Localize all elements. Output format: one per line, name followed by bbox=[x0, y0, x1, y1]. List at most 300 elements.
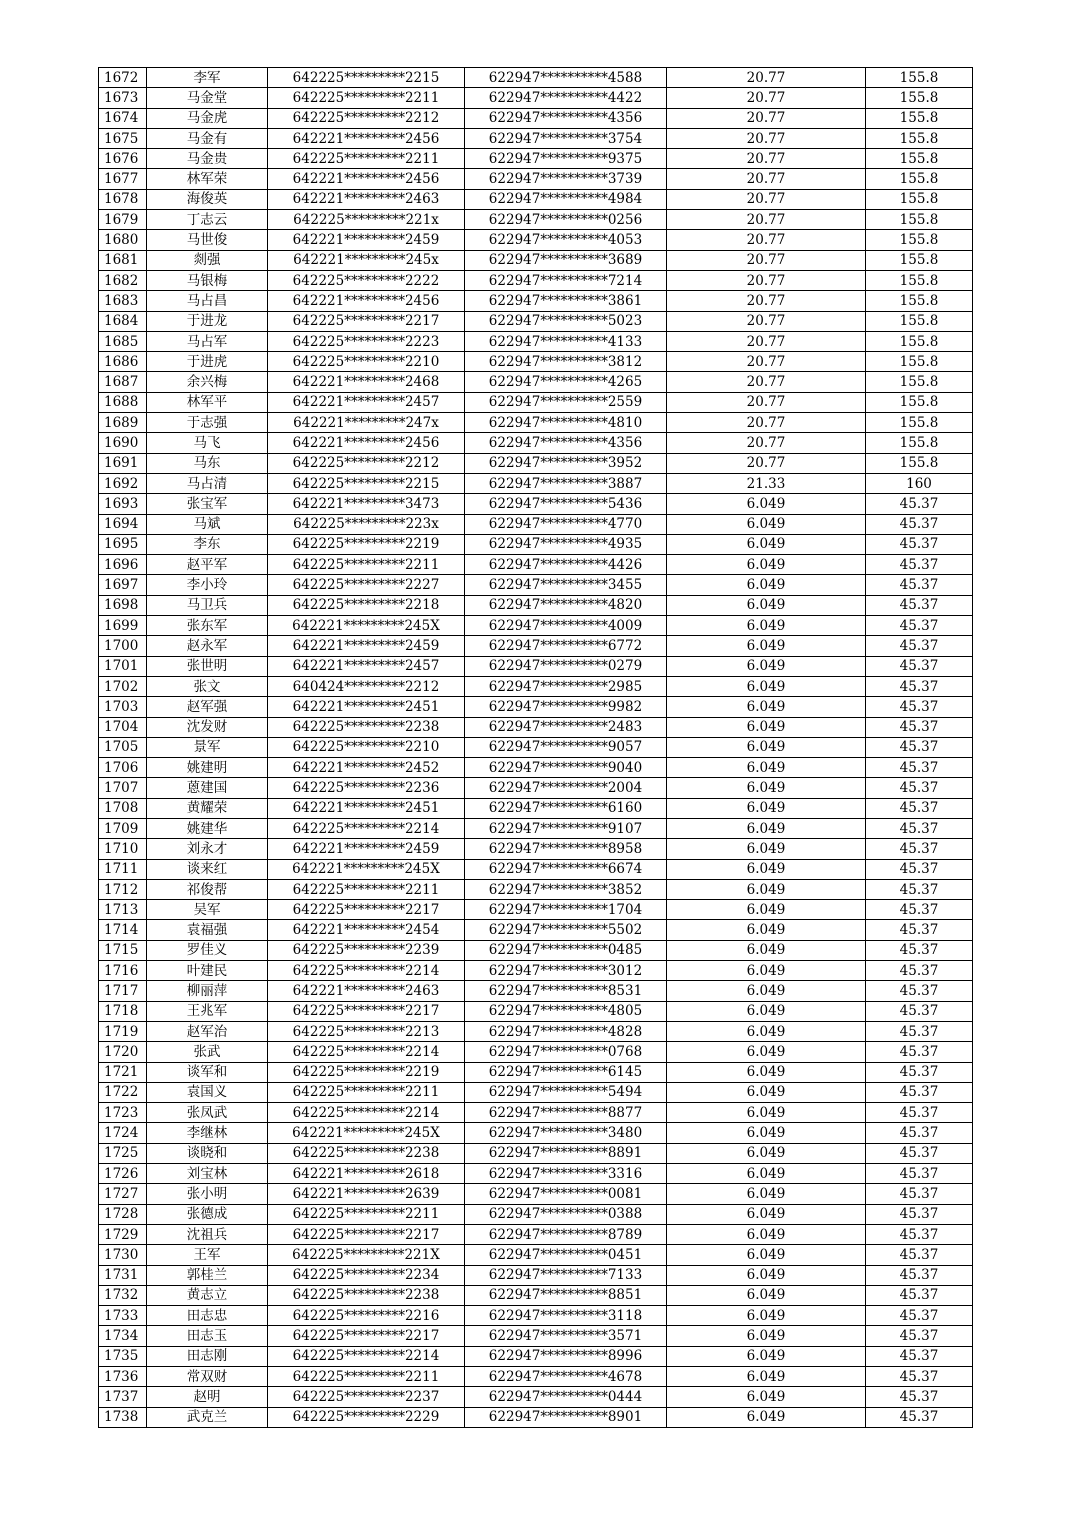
bank-card-number: 622947**********3739 bbox=[465, 169, 667, 189]
bank-card-number: 622947**********3754 bbox=[465, 128, 667, 148]
id-number: 642225*********2229 bbox=[268, 1407, 465, 1427]
bank-card-number: 622947**********9057 bbox=[465, 737, 667, 757]
row-number: 1726 bbox=[99, 1164, 147, 1184]
area-value: 6.049 bbox=[667, 1387, 866, 1407]
table-row bbox=[99, 1021, 973, 1041]
bank-card-number: 622947**********4935 bbox=[465, 534, 667, 554]
area-value: 6.049 bbox=[667, 818, 866, 838]
person-name: 田志刚 bbox=[147, 1346, 268, 1366]
row-number: 1709 bbox=[99, 818, 147, 838]
row-number: 1704 bbox=[99, 717, 147, 737]
area-value: 6.049 bbox=[667, 1123, 866, 1143]
row-number: 1681 bbox=[99, 250, 147, 270]
bank-card-number: 622947**********3012 bbox=[465, 961, 667, 981]
row-number: 1684 bbox=[99, 311, 147, 331]
table-row bbox=[99, 453, 973, 473]
bank-card-number: 622947**********3887 bbox=[465, 473, 667, 493]
table-row bbox=[99, 1326, 973, 1346]
area-value: 20.77 bbox=[667, 88, 866, 108]
bank-card-number: 622947**********5023 bbox=[465, 311, 667, 331]
table-row bbox=[99, 250, 973, 270]
table-row bbox=[99, 656, 973, 676]
id-number: 642225*********2214 bbox=[268, 961, 465, 981]
area-value: 20.77 bbox=[667, 108, 866, 128]
amount-value: 45.37 bbox=[866, 616, 973, 636]
area-value: 6.049 bbox=[667, 1001, 866, 1021]
area-value: 20.77 bbox=[667, 372, 866, 392]
row-number: 1736 bbox=[99, 1367, 147, 1387]
id-number: 642225*********223x bbox=[268, 514, 465, 534]
person-name: 刘永才 bbox=[147, 839, 268, 859]
row-number: 1679 bbox=[99, 210, 147, 230]
amount-value: 45.37 bbox=[866, 534, 973, 554]
id-number: 642221*********2463 bbox=[268, 981, 465, 1001]
amount-value: 45.37 bbox=[866, 575, 973, 595]
person-name: 谈军和 bbox=[147, 1062, 268, 1082]
bank-card-number: 622947**********0451 bbox=[465, 1245, 667, 1265]
person-name: 黄耀荣 bbox=[147, 798, 268, 818]
table-row bbox=[99, 372, 973, 392]
amount-value: 45.37 bbox=[866, 1285, 973, 1305]
area-value: 6.049 bbox=[667, 961, 866, 981]
id-number: 642225*********2217 bbox=[268, 1001, 465, 1021]
table-row bbox=[99, 940, 973, 960]
amount-value: 45.37 bbox=[866, 778, 973, 798]
bank-card-number: 622947**********4356 bbox=[465, 108, 667, 128]
area-value: 20.77 bbox=[667, 413, 866, 433]
row-number: 1674 bbox=[99, 108, 147, 128]
person-name: 常双财 bbox=[147, 1367, 268, 1387]
table-row bbox=[99, 981, 973, 1001]
id-number: 642225*********2227 bbox=[268, 575, 465, 595]
row-number: 1676 bbox=[99, 149, 147, 169]
bank-card-number: 622947**********1704 bbox=[465, 900, 667, 920]
person-name: 吴军 bbox=[147, 900, 268, 920]
id-number: 640424*********2212 bbox=[268, 676, 465, 696]
bank-card-number: 622947**********8851 bbox=[465, 1285, 667, 1305]
id-number: 642225*********2211 bbox=[268, 1367, 465, 1387]
person-name: 李小玲 bbox=[147, 575, 268, 595]
id-number: 642225*********2216 bbox=[268, 1306, 465, 1326]
amount-value: 45.37 bbox=[866, 839, 973, 859]
id-number: 642221*********2456 bbox=[268, 128, 465, 148]
amount-value: 45.37 bbox=[866, 961, 973, 981]
person-name: 马银梅 bbox=[147, 270, 268, 290]
amount-value: 45.37 bbox=[866, 758, 973, 778]
row-number: 1693 bbox=[99, 494, 147, 514]
row-number: 1708 bbox=[99, 798, 147, 818]
row-number: 1682 bbox=[99, 270, 147, 290]
row-number: 1725 bbox=[99, 1143, 147, 1163]
table-row bbox=[99, 1367, 973, 1387]
person-name: 马金虎 bbox=[147, 108, 268, 128]
table-row bbox=[99, 676, 973, 696]
id-number: 642225*********2211 bbox=[268, 149, 465, 169]
person-name: 李东 bbox=[147, 534, 268, 554]
row-number: 1711 bbox=[99, 859, 147, 879]
id-number: 642221*********2459 bbox=[268, 230, 465, 250]
row-number: 1701 bbox=[99, 656, 147, 676]
area-value: 6.049 bbox=[667, 697, 866, 717]
id-number: 642225*********2214 bbox=[268, 1103, 465, 1123]
row-number: 1717 bbox=[99, 981, 147, 1001]
row-number: 1737 bbox=[99, 1387, 147, 1407]
row-number: 1689 bbox=[99, 413, 147, 433]
person-name: 蒽建国 bbox=[147, 778, 268, 798]
amount-value: 155.8 bbox=[866, 311, 973, 331]
id-number: 642221*********2452 bbox=[268, 758, 465, 778]
id-number: 642225*********2238 bbox=[268, 1143, 465, 1163]
id-number: 642225*********2219 bbox=[268, 1062, 465, 1082]
table-row bbox=[99, 392, 973, 412]
table-row bbox=[99, 859, 973, 879]
person-name: 叶建民 bbox=[147, 961, 268, 981]
amount-value: 45.37 bbox=[866, 555, 973, 575]
amount-value: 45.37 bbox=[866, 1164, 973, 1184]
person-name: 祁俊帮 bbox=[147, 879, 268, 899]
area-value: 6.049 bbox=[667, 1407, 866, 1427]
amount-value: 155.8 bbox=[866, 270, 973, 290]
person-name: 沈发财 bbox=[147, 717, 268, 737]
bank-card-number: 622947**********5436 bbox=[465, 494, 667, 514]
bank-card-number: 622947**********4678 bbox=[465, 1367, 667, 1387]
id-number: 642225*********2237 bbox=[268, 1387, 465, 1407]
person-name: 马东 bbox=[147, 453, 268, 473]
table-row bbox=[99, 311, 973, 331]
table-row bbox=[99, 108, 973, 128]
table-row bbox=[99, 514, 973, 534]
row-number: 1700 bbox=[99, 636, 147, 656]
id-number: 642225*********2215 bbox=[268, 473, 465, 493]
table-row bbox=[99, 534, 973, 554]
area-value: 6.049 bbox=[667, 1224, 866, 1244]
bank-card-number: 622947**********3316 bbox=[465, 1164, 667, 1184]
bank-card-number: 622947**********3571 bbox=[465, 1326, 667, 1346]
table-row bbox=[99, 818, 973, 838]
table-row bbox=[99, 1164, 973, 1184]
table-row bbox=[99, 1407, 973, 1427]
person-name: 谈来红 bbox=[147, 859, 268, 879]
id-number: 642225*********2239 bbox=[268, 940, 465, 960]
amount-value: 45.37 bbox=[866, 737, 973, 757]
area-value: 6.049 bbox=[667, 798, 866, 818]
area-value: 6.049 bbox=[667, 1021, 866, 1041]
id-number: 642225*********2218 bbox=[268, 595, 465, 615]
amount-value: 45.37 bbox=[866, 717, 973, 737]
table-row bbox=[99, 128, 973, 148]
person-name: 马金有 bbox=[147, 128, 268, 148]
amount-value: 155.8 bbox=[866, 433, 973, 453]
person-name: 马占清 bbox=[147, 473, 268, 493]
amount-value: 155.8 bbox=[866, 128, 973, 148]
bank-card-number: 622947**********6772 bbox=[465, 636, 667, 656]
bank-card-number: 622947**********8789 bbox=[465, 1224, 667, 1244]
area-value: 6.049 bbox=[667, 758, 866, 778]
bank-card-number: 622947**********9107 bbox=[465, 818, 667, 838]
amount-value: 45.37 bbox=[866, 1326, 973, 1346]
row-number: 1698 bbox=[99, 595, 147, 615]
person-name: 张文 bbox=[147, 676, 268, 696]
person-name: 田志忠 bbox=[147, 1306, 268, 1326]
person-name: 张宝军 bbox=[147, 494, 268, 514]
row-number: 1699 bbox=[99, 616, 147, 636]
bank-card-number: 622947**********3480 bbox=[465, 1123, 667, 1143]
table-row bbox=[99, 1143, 973, 1163]
row-number: 1729 bbox=[99, 1224, 147, 1244]
amount-value: 155.8 bbox=[866, 68, 973, 88]
person-name: 武克兰 bbox=[147, 1407, 268, 1427]
row-number: 1720 bbox=[99, 1042, 147, 1062]
row-number: 1683 bbox=[99, 291, 147, 311]
area-value: 6.049 bbox=[667, 778, 866, 798]
table-row bbox=[99, 575, 973, 595]
table-row bbox=[99, 798, 973, 818]
bank-card-number: 622947**********9375 bbox=[465, 149, 667, 169]
bank-card-number: 622947**********4588 bbox=[465, 68, 667, 88]
table-row bbox=[99, 149, 973, 169]
bank-card-number: 622947**********4984 bbox=[465, 189, 667, 209]
row-number: 1724 bbox=[99, 1123, 147, 1143]
person-name: 张武 bbox=[147, 1042, 268, 1062]
id-number: 642225*********2211 bbox=[268, 88, 465, 108]
bank-card-number: 622947**********3861 bbox=[465, 291, 667, 311]
person-name: 沈祖兵 bbox=[147, 1224, 268, 1244]
person-name: 马飞 bbox=[147, 433, 268, 453]
row-number: 1732 bbox=[99, 1285, 147, 1305]
bank-card-number: 622947**********9982 bbox=[465, 697, 667, 717]
person-name: 赵军强 bbox=[147, 697, 268, 717]
table-row bbox=[99, 920, 973, 940]
row-number: 1672 bbox=[99, 68, 147, 88]
area-value: 6.049 bbox=[667, 1326, 866, 1346]
row-number: 1718 bbox=[99, 1001, 147, 1021]
bank-card-number: 622947**********4770 bbox=[465, 514, 667, 534]
amount-value: 45.37 bbox=[866, 1224, 973, 1244]
row-number: 1727 bbox=[99, 1184, 147, 1204]
area-value: 6.049 bbox=[667, 1042, 866, 1062]
amount-value: 45.37 bbox=[866, 1265, 973, 1285]
table-row bbox=[99, 879, 973, 899]
area-value: 6.049 bbox=[667, 555, 866, 575]
amount-value: 45.37 bbox=[866, 636, 973, 656]
row-number: 1716 bbox=[99, 961, 147, 981]
amount-value: 45.37 bbox=[866, 1103, 973, 1123]
row-number: 1688 bbox=[99, 392, 147, 412]
bank-card-number: 622947**********4820 bbox=[465, 595, 667, 615]
id-number: 642225*********2215 bbox=[268, 68, 465, 88]
table-row bbox=[99, 697, 973, 717]
id-number: 642225*********2219 bbox=[268, 534, 465, 554]
bank-card-number: 622947**********3812 bbox=[465, 352, 667, 372]
amount-value: 45.37 bbox=[866, 1082, 973, 1102]
person-name: 姚建明 bbox=[147, 758, 268, 778]
area-value: 6.049 bbox=[667, 494, 866, 514]
person-name: 田志玉 bbox=[147, 1326, 268, 1346]
amount-value: 155.8 bbox=[866, 169, 973, 189]
id-number: 642225*********221X bbox=[268, 1245, 465, 1265]
id-number: 642225*********2212 bbox=[268, 453, 465, 473]
table-row bbox=[99, 1306, 973, 1326]
area-value: 6.049 bbox=[667, 981, 866, 1001]
row-number: 1686 bbox=[99, 352, 147, 372]
table-row bbox=[99, 291, 973, 311]
amount-value: 45.37 bbox=[866, 1367, 973, 1387]
bank-card-number: 622947**********3689 bbox=[465, 250, 667, 270]
table-row bbox=[99, 1346, 973, 1366]
area-value: 20.77 bbox=[667, 230, 866, 250]
row-number: 1673 bbox=[99, 88, 147, 108]
table-row bbox=[99, 1001, 973, 1021]
roster-table bbox=[98, 67, 973, 1428]
id-number: 642221*********245X bbox=[268, 859, 465, 879]
id-number: 642221*********2463 bbox=[268, 189, 465, 209]
bank-card-number: 622947**********8996 bbox=[465, 1346, 667, 1366]
person-name: 王军 bbox=[147, 1245, 268, 1265]
id-number: 642221*********2451 bbox=[268, 697, 465, 717]
table-row bbox=[99, 1285, 973, 1305]
bank-card-number: 622947**********4356 bbox=[465, 433, 667, 453]
id-number: 642225*********2214 bbox=[268, 1042, 465, 1062]
person-name: 张小明 bbox=[147, 1184, 268, 1204]
table-row bbox=[99, 1265, 973, 1285]
row-number: 1715 bbox=[99, 940, 147, 960]
row-number: 1714 bbox=[99, 920, 147, 940]
id-number: 642225*********2212 bbox=[268, 108, 465, 128]
id-number: 642225*********2213 bbox=[268, 1021, 465, 1041]
row-number: 1692 bbox=[99, 473, 147, 493]
area-value: 20.77 bbox=[667, 453, 866, 473]
person-name: 赵军治 bbox=[147, 1021, 268, 1041]
bank-card-number: 622947**********5502 bbox=[465, 920, 667, 940]
person-name: 袁福强 bbox=[147, 920, 268, 940]
bank-card-number: 622947**********4426 bbox=[465, 555, 667, 575]
person-name: 张东军 bbox=[147, 616, 268, 636]
id-number: 642221*********2459 bbox=[268, 636, 465, 656]
bank-card-number: 622947**********4828 bbox=[465, 1021, 667, 1041]
amount-value: 45.37 bbox=[866, 1204, 973, 1224]
amount-value: 155.8 bbox=[866, 352, 973, 372]
person-name: 郭桂兰 bbox=[147, 1265, 268, 1285]
area-value: 6.049 bbox=[667, 920, 866, 940]
table-row bbox=[99, 1103, 973, 1123]
id-number: 642225*********2214 bbox=[268, 1346, 465, 1366]
table-row bbox=[99, 900, 973, 920]
person-name: 黄志立 bbox=[147, 1285, 268, 1305]
amount-value: 155.8 bbox=[866, 88, 973, 108]
id-number: 642221*********2456 bbox=[268, 169, 465, 189]
bank-card-number: 622947**********2985 bbox=[465, 676, 667, 696]
bank-card-number: 622947**********7133 bbox=[465, 1265, 667, 1285]
person-name: 李军 bbox=[147, 68, 268, 88]
bank-card-number: 622947**********8531 bbox=[465, 981, 667, 1001]
area-value: 6.049 bbox=[667, 717, 866, 737]
area-value: 6.049 bbox=[667, 1062, 866, 1082]
id-number: 642221*********245X bbox=[268, 1123, 465, 1143]
table-row bbox=[99, 1224, 973, 1244]
person-name: 柳丽萍 bbox=[147, 981, 268, 1001]
bank-card-number: 622947**********0444 bbox=[465, 1387, 667, 1407]
amount-value: 45.37 bbox=[866, 879, 973, 899]
person-name: 罗佳义 bbox=[147, 940, 268, 960]
row-number: 1722 bbox=[99, 1082, 147, 1102]
area-value: 6.049 bbox=[667, 737, 866, 757]
roster-table-body bbox=[99, 68, 973, 1428]
bank-card-number: 622947**********0256 bbox=[465, 210, 667, 230]
amount-value: 45.37 bbox=[866, 1042, 973, 1062]
amount-value: 45.37 bbox=[866, 595, 973, 615]
table-row bbox=[99, 1123, 973, 1143]
table-row bbox=[99, 473, 973, 493]
area-value: 20.77 bbox=[667, 149, 866, 169]
row-number: 1705 bbox=[99, 737, 147, 757]
amount-value: 45.37 bbox=[866, 656, 973, 676]
table-row bbox=[99, 1204, 973, 1224]
table-row bbox=[99, 737, 973, 757]
amount-value: 155.8 bbox=[866, 372, 973, 392]
row-number: 1706 bbox=[99, 758, 147, 778]
id-number: 642225*********2211 bbox=[268, 555, 465, 575]
area-value: 6.049 bbox=[667, 514, 866, 534]
person-name: 袁国义 bbox=[147, 1082, 268, 1102]
area-value: 6.049 bbox=[667, 534, 866, 554]
amount-value: 45.37 bbox=[866, 514, 973, 534]
table-row bbox=[99, 189, 973, 209]
amount-value: 155.8 bbox=[866, 331, 973, 351]
id-number: 642221*********2454 bbox=[268, 920, 465, 940]
amount-value: 45.37 bbox=[866, 1123, 973, 1143]
id-number: 642225*********2217 bbox=[268, 311, 465, 331]
bank-card-number: 622947**********3455 bbox=[465, 575, 667, 595]
person-name: 张世明 bbox=[147, 656, 268, 676]
row-number: 1690 bbox=[99, 433, 147, 453]
row-number: 1677 bbox=[99, 169, 147, 189]
area-value: 6.049 bbox=[667, 940, 866, 960]
bank-card-number: 622947**********5494 bbox=[465, 1082, 667, 1102]
area-value: 20.77 bbox=[667, 250, 866, 270]
area-value: 6.049 bbox=[667, 1204, 866, 1224]
row-number: 1723 bbox=[99, 1103, 147, 1123]
amount-value: 155.8 bbox=[866, 453, 973, 473]
bank-card-number: 622947**********4810 bbox=[465, 413, 667, 433]
person-name: 景军 bbox=[147, 737, 268, 757]
area-value: 20.77 bbox=[667, 68, 866, 88]
table-row bbox=[99, 494, 973, 514]
id-number: 642225*********221x bbox=[268, 210, 465, 230]
area-value: 6.049 bbox=[667, 636, 866, 656]
bank-card-number: 622947**********7214 bbox=[465, 270, 667, 290]
id-number: 642221*********3473 bbox=[268, 494, 465, 514]
area-value: 6.049 bbox=[667, 575, 866, 595]
id-number: 642221*********2639 bbox=[268, 1184, 465, 1204]
area-value: 6.049 bbox=[667, 1103, 866, 1123]
area-value: 6.049 bbox=[667, 1184, 866, 1204]
id-number: 642225*********2223 bbox=[268, 331, 465, 351]
table-row bbox=[99, 595, 973, 615]
person-name: 赵明 bbox=[147, 1387, 268, 1407]
area-value: 6.049 bbox=[667, 1245, 866, 1265]
amount-value: 155.8 bbox=[866, 189, 973, 209]
table-row bbox=[99, 778, 973, 798]
amount-value: 45.37 bbox=[866, 900, 973, 920]
person-name: 马世俊 bbox=[147, 230, 268, 250]
bank-card-number: 622947**********0081 bbox=[465, 1184, 667, 1204]
row-number: 1721 bbox=[99, 1062, 147, 1082]
id-number: 642221*********245x bbox=[268, 250, 465, 270]
amount-value: 45.37 bbox=[866, 1001, 973, 1021]
amount-value: 155.8 bbox=[866, 230, 973, 250]
bank-card-number: 622947**********8891 bbox=[465, 1143, 667, 1163]
area-value: 6.049 bbox=[667, 859, 866, 879]
